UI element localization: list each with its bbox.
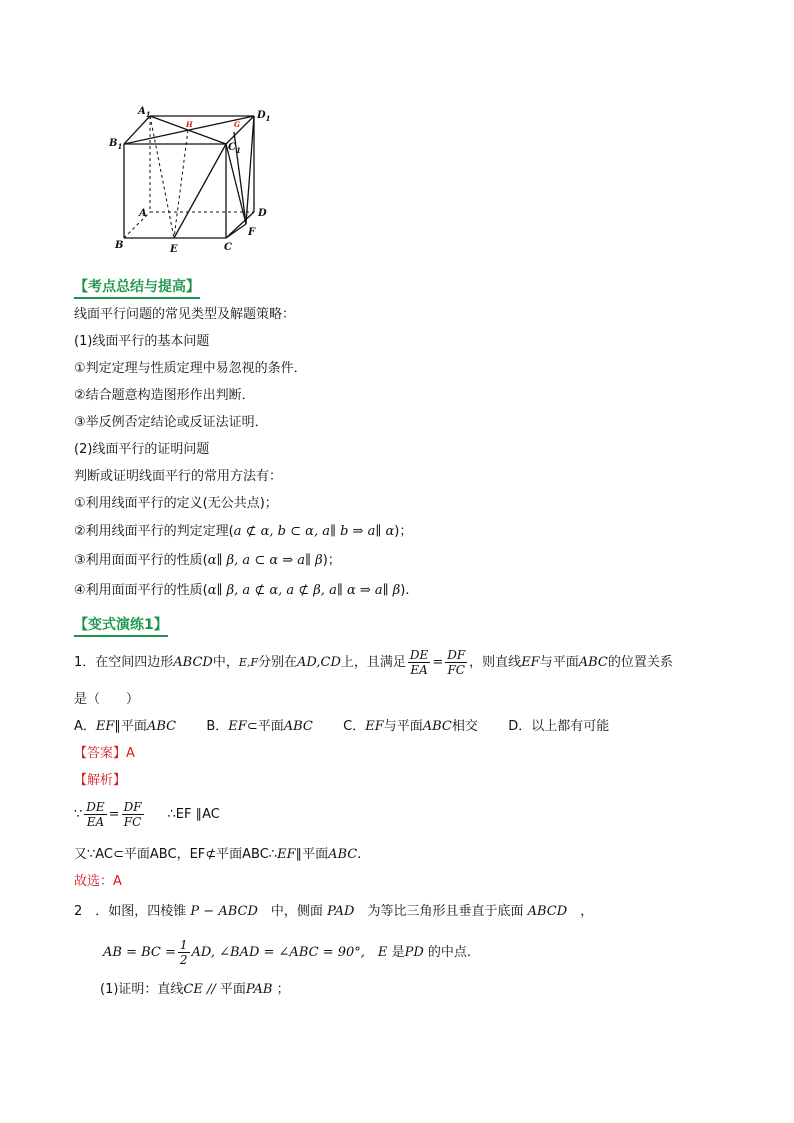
solution-line-2: 又∵AC⊂平面ABC，EF⊄平面ABC∴EF∥平面ABC. — [74, 847, 362, 862]
prism-figure — [106, 100, 276, 260]
method-1: ①利用线面平行的定义(无公共点)； — [74, 496, 278, 511]
option-c[interactable]: C．EF与平面ABC相交 — [343, 719, 478, 734]
svg-text:H: H — [186, 120, 193, 129]
analysis-label: 【解析】 — [74, 773, 127, 788]
solution-line-1: ∵ $\frac{DE}{EA}$ = $\frac{DF}{FC}$ ∴EF ∥AC — [74, 800, 220, 829]
svg-text:G: G — [234, 120, 240, 129]
method-2: ②利用线面平行的判定定理(a ⊄ α, b ⊂ α, a∥ b ⇒ a∥ α)； — [74, 524, 413, 539]
fraction-half: $\frac{1}{2}$ — [179, 938, 188, 967]
option-d[interactable]: D．以上都有可能 — [508, 719, 610, 734]
label-c: C — [224, 242, 232, 253]
method-4: ④利用面面平行的性质(α∥ β, a ⊄ α, a ⊄ β, a∥ α ⇒ a∥ β). — [74, 583, 410, 598]
label-c1: $C_1$ — [228, 142, 241, 155]
prism-diagram — [106, 100, 276, 260]
sub1-item-3: ③举反例否定结论或反证法证明． — [74, 415, 268, 430]
solution-fraction-2: $\frac{DF}{FC}$ — [123, 800, 142, 829]
label-a: A — [139, 208, 147, 219]
method-3: ③利用面面平行的性质(α∥ β, a ⊂ α ⇒ a∥ β)； — [74, 553, 341, 568]
practice-title: 【变式演练1】 — [74, 614, 168, 637]
question-1-cont: 是（ ） — [74, 692, 140, 707]
label-d: D — [258, 208, 267, 219]
question-2-part-1: (1)证明：直线CE // 平面PAB ； — [100, 982, 290, 997]
fraction-de-ea: $\frac{DE}{EA}$ — [409, 648, 429, 677]
option-a[interactable]: A．EF∥平面ABC — [74, 719, 177, 734]
answer-line: 【答案】A — [74, 746, 135, 761]
label-b: B — [115, 240, 124, 251]
fraction-df-fc: $\frac{DF}{FC}$ — [447, 648, 466, 677]
summary-intro: 线面平行问题的常见类型及解题策略： — [74, 307, 296, 322]
option-b[interactable]: B．EF⊂平面ABC — [206, 719, 313, 734]
answer-value: A — [126, 746, 135, 761]
summary-title: 【考点总结与提高】 — [74, 276, 200, 299]
options-row — [74, 717, 609, 737]
sub1-item-1: ①判定定理与性质定理中易忽视的条件． — [74, 361, 307, 376]
solution-fraction-1: $\frac{DE}{EA}$ — [86, 800, 105, 829]
label-b1: $B_1$ — [109, 138, 123, 151]
question-2: 2 ．如图，四棱锥 P − ABCD 中，侧面 PAD 为等比三角形且垂直于底面 ABCD ， — [74, 904, 594, 919]
label-d1: $D_1$ — [257, 110, 271, 123]
sub2-title: (2)线面平行的证明问题 — [74, 442, 210, 457]
sub1-item-2: ②结合题意构造图形作出判断． — [74, 388, 255, 403]
label-a1: $A_1$ — [138, 106, 151, 119]
question-2-condition: AB = BC = $\frac{1}{2}$ AD, ∠BAD = ∠ABC = 90°, E 是PD 的中点. — [103, 938, 472, 967]
label-e: E — [170, 244, 178, 255]
sub2-intro: 判断或证明线面平行的常用方法有： — [74, 469, 283, 484]
question-1: 1．在空间四边形ABCD中，E,F分别在AD,CD上，且满足 $\frac{DE}{EA}$ = $\frac{DF}{FC}$ ，则直线EF与平面ABC的位置关系 — [74, 648, 673, 677]
choose-line: 故选：A — [74, 874, 122, 889]
sub1-title: (1)线面平行的基本问题 — [74, 334, 210, 349]
label-f: F — [248, 227, 256, 238]
